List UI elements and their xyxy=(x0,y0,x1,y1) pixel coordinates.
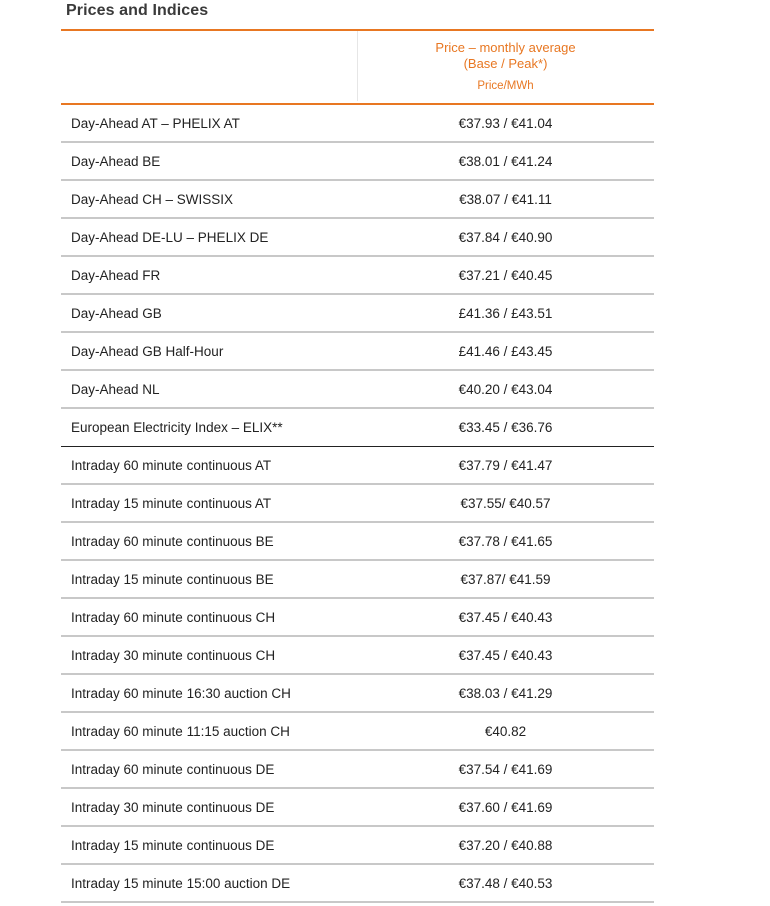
price-value: €37.48 / €40.53 xyxy=(458,875,553,891)
market-name: Intraday 60 minute continuous BE xyxy=(71,533,274,549)
price-value: €37.21 / €40.45 xyxy=(458,267,553,283)
table-body xyxy=(61,105,654,903)
price-value: €37.45 / €40.43 xyxy=(458,647,553,663)
page-title: Prices and Indices xyxy=(66,2,209,19)
market-name: Intraday 15 minute 15:00 auction DE xyxy=(71,875,291,891)
market-name: Intraday 30 minute continuous CH xyxy=(71,647,276,663)
market-name: Intraday 60 minute continuous DE xyxy=(71,761,275,777)
market-name: Intraday 15 minute continuous DE xyxy=(71,837,275,853)
table-row xyxy=(61,751,654,789)
price-value: €37.45 / €40.43 xyxy=(458,609,553,625)
table-row xyxy=(61,827,654,865)
price-value: £41.46 / £43.45 xyxy=(458,343,553,359)
prices-table xyxy=(61,29,654,903)
table-row xyxy=(61,409,654,447)
market-name: Day-Ahead NL xyxy=(71,381,160,397)
market-name: Day-Ahead GB xyxy=(71,305,162,321)
table-row xyxy=(61,181,654,219)
table-header xyxy=(61,29,654,105)
market-name: Intraday 60 minute continuous AT xyxy=(71,457,272,473)
table-row xyxy=(61,333,654,371)
table-row xyxy=(61,371,654,409)
price-value: €38.01 / €41.24 xyxy=(458,153,553,169)
market-name: Intraday 60 minute 11:15 auction CH xyxy=(71,723,290,739)
table-row xyxy=(61,675,654,713)
price-header-line2: (Base / Peak*) xyxy=(463,56,548,71)
table-row xyxy=(61,789,654,827)
price-value: €33.45 / €36.76 xyxy=(458,420,553,435)
table-row xyxy=(61,295,654,333)
table-row xyxy=(61,447,654,485)
price-value: €38.07 / €41.11 xyxy=(459,191,552,207)
table-row xyxy=(61,713,654,751)
market-name: Day-Ahead GB Half-Hour xyxy=(71,343,224,359)
price-value: €37.87/ €41.59 xyxy=(460,571,551,587)
table-row xyxy=(61,599,654,637)
price-value: €37.78 / €41.65 xyxy=(458,533,553,549)
market-name: Day-Ahead BE xyxy=(71,153,161,169)
market-name: Intraday 15 minute continuous AT xyxy=(71,495,272,511)
market-name: Day-Ahead DE-LU – PHELIX DE xyxy=(71,229,269,245)
table-row xyxy=(61,105,654,143)
price-value: £41.36 / £43.51 xyxy=(458,305,553,321)
market-name: Intraday 60 minute 16:30 auction CH xyxy=(71,685,291,701)
table-row xyxy=(61,219,654,257)
table-row xyxy=(61,523,654,561)
table-row xyxy=(61,637,654,675)
market-name: Intraday 60 minute continuous CH xyxy=(71,609,276,625)
price-value: €37.60 / €41.69 xyxy=(458,799,553,815)
price-value: €37.84 / €40.90 xyxy=(458,229,553,245)
price-value: €37.20 / €40.88 xyxy=(458,837,553,853)
price-value: €38.03 / €41.29 xyxy=(458,685,553,701)
price-column-header xyxy=(357,40,654,93)
table-row xyxy=(61,865,654,903)
price-value: €37.79 / €41.47 xyxy=(458,457,553,473)
table-row xyxy=(61,257,654,295)
market-name: Intraday 30 minute continuous DE xyxy=(71,799,275,815)
price-header-unit: Price/MWh xyxy=(477,80,534,92)
market-name: Day-Ahead AT – PHELIX AT xyxy=(71,115,240,131)
market-name: Day-Ahead FR xyxy=(71,267,161,283)
price-value: €40.82 xyxy=(484,723,527,739)
price-value: €40.20 / €43.04 xyxy=(458,381,553,397)
market-name: Intraday 15 minute continuous BE xyxy=(71,571,274,587)
table-row xyxy=(61,561,654,599)
market-name: Day-Ahead CH – SWISSIX xyxy=(71,191,234,207)
price-value: €37.93 / €41.04 xyxy=(458,115,553,131)
table-row xyxy=(61,143,654,181)
price-header-line1: Price – monthly average xyxy=(435,40,576,55)
price-value: €37.54 / €41.69 xyxy=(458,761,553,777)
price-value: €37.55/ €40.57 xyxy=(460,495,551,511)
table-row xyxy=(61,485,654,523)
market-name: European Electricity Index – ELIX** xyxy=(71,420,283,435)
